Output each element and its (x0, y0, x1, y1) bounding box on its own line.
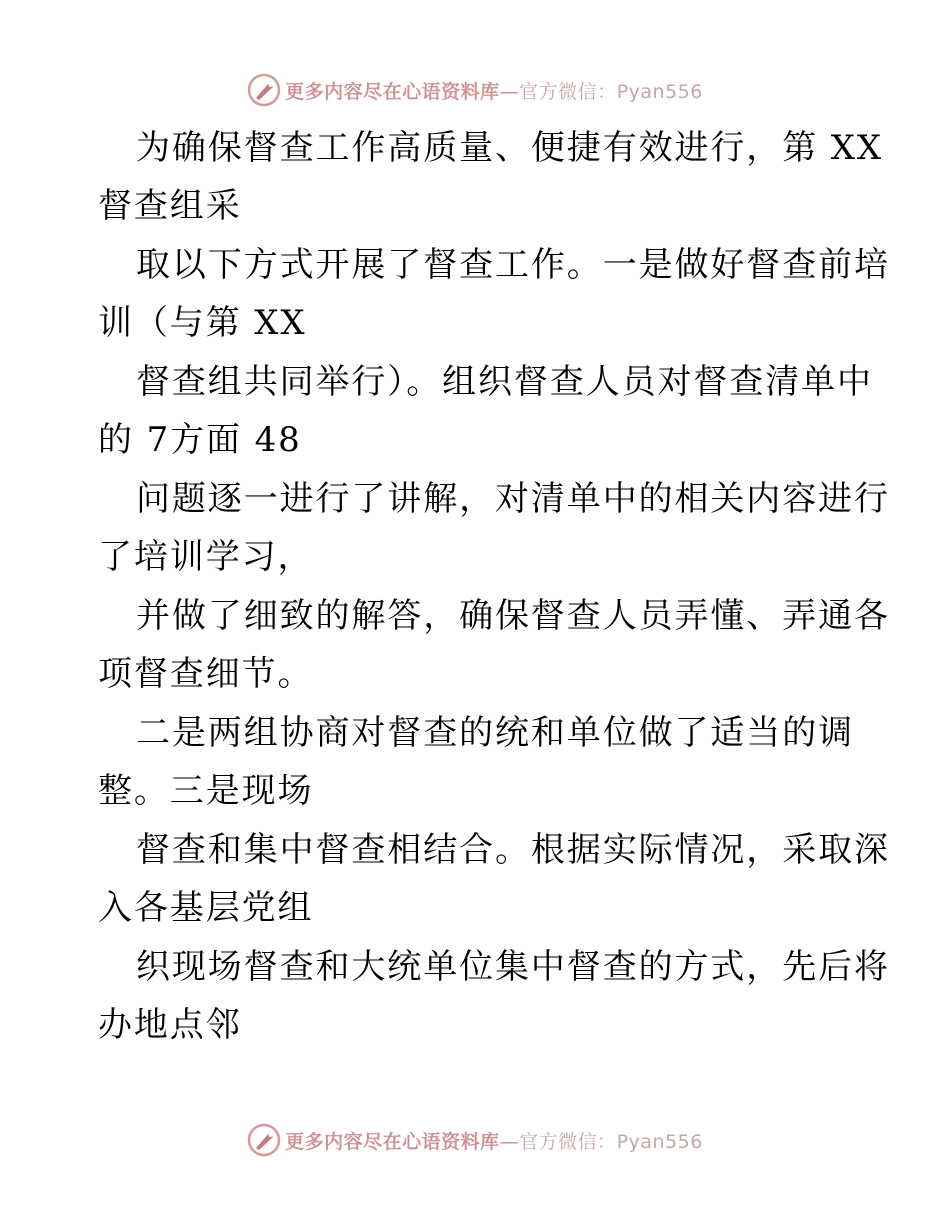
body-line: 问题逐一进行了讲解，对清单中的相关内容进行 (136, 479, 890, 519)
body-line: 并做了细致的解答，确保督查人员弄懂、弄通各 (136, 596, 890, 636)
body-line: 入各基层党组 (98, 888, 314, 928)
watermark-sub: 官方微信： (519, 1130, 617, 1153)
footer-watermark (0, 1120, 950, 1160)
watermark-sub: 官方微信： (519, 80, 617, 103)
body-line: 取以下方式开展了督查工作。一是做好督查前培 (136, 245, 890, 285)
body-line: 督查组采 (98, 186, 242, 226)
watermark-dash: — (499, 1130, 520, 1153)
body-line: 的 7方面 48 (98, 420, 302, 460)
body-line: 二是两组协商对督查的统和单位做了适当的调 (136, 713, 854, 753)
body-line: 整。三是现场 (98, 771, 314, 811)
body-line: 训（与第 XX (98, 303, 307, 343)
pen-nib-logo-icon (247, 1123, 281, 1157)
watermark-text (285, 1127, 703, 1154)
watermark-main: 更多内容尽在心语资料库 (285, 1130, 500, 1153)
watermark-dash: — (499, 80, 520, 103)
body-line: 项督查细节。 (98, 654, 314, 694)
body-line: 为确保督查工作高质量、便捷有效进行，第 XX (136, 128, 884, 168)
body-line: 督查和集中督查相结合。根据实际情况，采取深 (136, 830, 890, 870)
body-line: 织现场督查和大统单位集中督查的方式，先后将 (136, 947, 890, 987)
body-line: 办地点邻 (98, 1005, 242, 1045)
body-line: 督查组共同举行）。组织督查人员对督查清单中 (136, 362, 873, 402)
body-line: 了培训学习， (98, 537, 314, 577)
watermark-id: Pyan556 (616, 80, 703, 103)
watermark-main: 更多内容尽在心语资料库 (285, 80, 500, 103)
watermark-id: Pyan556 (616, 1130, 703, 1153)
